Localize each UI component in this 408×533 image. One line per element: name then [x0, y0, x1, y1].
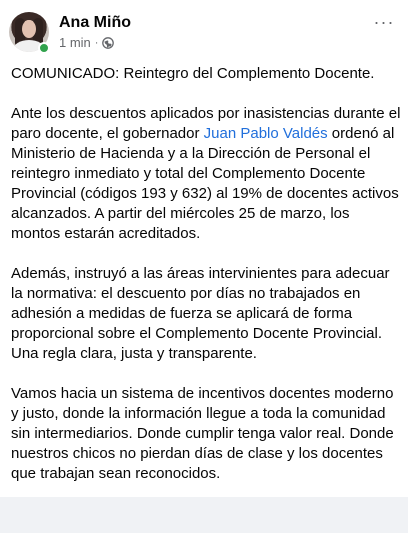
- avatar-face: [22, 20, 36, 38]
- post-paragraph-3: Además, instruyó a las áreas intervinientes para adecuar la normativa: el descuento por días no trabajados en adhesión a medidas de fuerza se aplicará de forma proporcional sobre el Complemento Docente Provincial. Una regla clara, justa y transparente.: [11, 265, 390, 362]
- post-body: [11, 64, 401, 504]
- more-options-button[interactable]: ···: [373, 11, 395, 32]
- globe-icon[interactable]: [102, 37, 114, 49]
- post-footer-divider: [0, 497, 408, 533]
- author-name[interactable]: Ana Miño: [59, 14, 131, 31]
- post-meta: [59, 35, 114, 51]
- mention-link[interactable]: Juan Pablo Valdés: [203, 125, 328, 142]
- online-status-indicator: [38, 42, 50, 54]
- meta-separator: ·: [94, 37, 99, 49]
- post-header: [0, 0, 408, 64]
- post-paragraph-4: Vamos hacia un sistema de incentivos docentes moderno y justo, donde la información llegue a toda la comunidad sin intermediarios. Donde cumplir tenga valor real. Donde nuestros chicos no pierdan días de clase y los docentes que trabajan sean reconocidos.: [11, 385, 394, 482]
- post-time[interactable]: 1 min: [59, 35, 91, 50]
- post-paragraph-2: [11, 104, 401, 244]
- post-paragraph-1: COMUNICADO: Reintegro del Complemento Docente.: [11, 65, 375, 82]
- paragraph-2-text-after: ordenó al Ministerio de Hacienda y a la Dirección de Personal el reintegro inmediato y total del Complemento Docente Provincial (códigos 193 y 632) al 19% de docentes activos alcanzados. A partir del miércoles 25 de marzo, los montos estarán acreditados.: [11, 125, 399, 242]
- paragraph-2-text-before: Ante los descuentos aplicados por inasistencias durante el paro docente, el gobernador: [11, 105, 401, 142]
